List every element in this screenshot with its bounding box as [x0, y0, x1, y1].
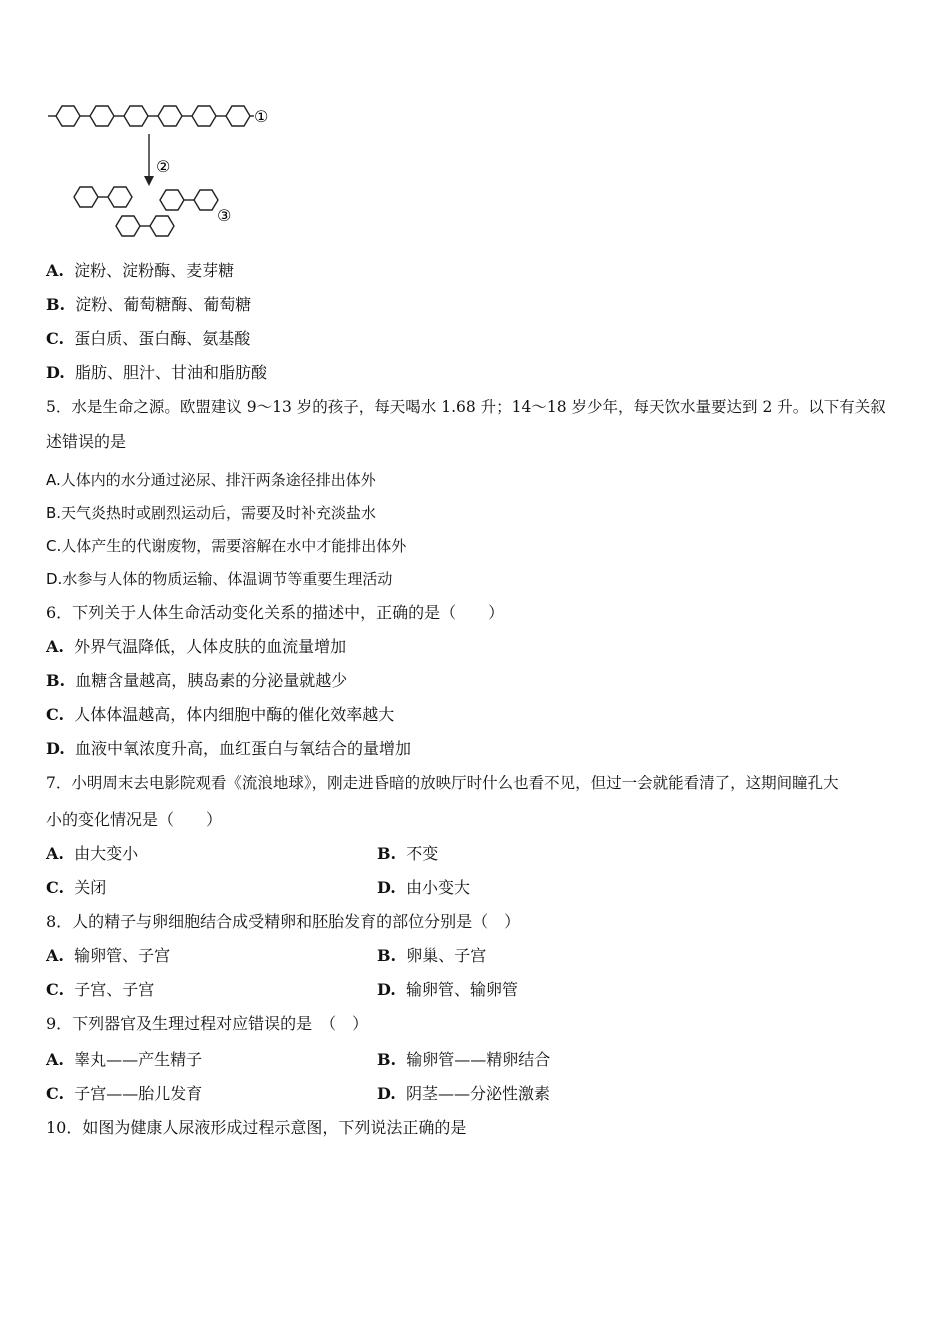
option-text: 阴茎——分泌性激素 [406, 1084, 551, 1103]
option-text: 淀粉、葡萄糖酶、葡萄糖 [75, 295, 252, 314]
q6-option-d [46, 739, 411, 759]
option-letter: A. [46, 637, 64, 656]
q9-option-d [377, 1084, 550, 1104]
option-text: 脂肪、胆汁、甘油和脂肪酸 [75, 363, 268, 382]
option-text: 血糖含量越高，胰岛素的分泌量就越少 [75, 671, 348, 690]
option-text: 外界气温降低，人体皮肤的血流量增加 [74, 637, 347, 656]
option-text: 关闭 [74, 878, 107, 897]
q8-option-d [377, 980, 518, 1000]
option-text: 子宫——胎儿发育 [74, 1084, 203, 1103]
option-letter: D. [377, 878, 396, 897]
option-letter: B. [377, 946, 397, 965]
option-text: 输卵管——精卵结合 [406, 1050, 551, 1069]
q9-option-a [46, 1050, 202, 1070]
q5-option-b: B.天气炎热时或剧烈运动后，需要及时补充淡盐水 [46, 504, 377, 522]
label-1: ① [254, 107, 269, 126]
q10-stem: 10．如图为健康人尿液形成过程示意图，下列说法正确的是 [46, 1118, 467, 1137]
option-text: 子宫、子宫 [74, 980, 155, 999]
q9-option-b [377, 1050, 550, 1070]
q7-option-c [46, 878, 106, 898]
q8-option-a [46, 946, 170, 966]
option-letter: C. [46, 705, 65, 724]
starch-hydrolysis-diagram [44, 96, 284, 246]
option-letter: A. [46, 1050, 64, 1069]
q4-option-a [46, 261, 234, 281]
q5-option-c: C.人体产生的代谢废物，需要溶解在水中才能排出体外 [46, 537, 407, 555]
option-letter: B. [377, 1050, 397, 1069]
q4-option-d [46, 363, 267, 383]
option-text: 由小变大 [406, 878, 471, 897]
option-text: 卵巢、子宫 [406, 946, 487, 965]
option-letter: C. [46, 1084, 65, 1103]
q7-option-d [377, 878, 470, 898]
q8-option-c [46, 980, 154, 1000]
q4-option-c [46, 329, 250, 349]
option-text: 蛋白质、蛋白酶、氨基酸 [74, 329, 251, 348]
option-letter: C. [46, 329, 65, 348]
label-3: ③ [217, 206, 232, 225]
option-text: 由大变小 [74, 844, 139, 863]
option-text: 血液中氧浓度升高，血红蛋白与氧结合的量增加 [75, 739, 412, 758]
option-letter: D. [46, 739, 65, 758]
q7-stem-line2: 小的变化情况是（ ） [46, 810, 223, 829]
label-2: ② [156, 157, 171, 176]
option-letter: C. [46, 980, 65, 999]
q7-stem-line1: 7．小明周末去电影院观看《流浪地球》，刚走进昏暗的放映厅时什么也看不见，但过一会就能看清了，这期间瞳孔大 [46, 774, 839, 792]
option-text: 睾丸——产生精子 [74, 1050, 203, 1069]
option-text: 输卵管、输卵管 [406, 980, 519, 999]
option-text: 淀粉、淀粉酶、麦芽糖 [74, 261, 235, 280]
polymer-chain [48, 106, 254, 126]
q5-option-a: A.人体内的水分通过泌尿、排汗两条途径排出体外 [46, 471, 376, 489]
q5-stem-line1: 5．水是生命之源。欧盟建议 9～13 岁的孩子，每天喝水 1.68 升；14～18 岁少年，每天饮水量要达到 2 升。以下有关叙 [46, 398, 886, 416]
option-letter: D. [46, 363, 65, 382]
q9-option-c [46, 1084, 202, 1104]
option-letter: D. [377, 980, 396, 999]
option-letter: B. [46, 295, 66, 314]
option-letter: A. [46, 261, 64, 280]
q6-option-a [46, 637, 346, 657]
q7-option-b [377, 844, 438, 864]
arrow-down-icon [144, 134, 154, 186]
q6-option-c [46, 705, 394, 725]
q6-stem: 6．下列关于人体生命活动变化关系的描述中，正确的是（ ） [46, 603, 505, 622]
option-letter: C. [46, 878, 65, 897]
q6-option-b [46, 671, 347, 691]
q8-stem: 8．人的精子与卵细胞结合成受精卵和胚胎发育的部位分别是（ ） [46, 912, 521, 931]
q8-option-b [377, 946, 486, 966]
q4-option-b [46, 295, 251, 315]
option-text: 输卵管、子宫 [74, 946, 171, 965]
option-text: 人体体温越高，体内细胞中酶的催化效率越大 [74, 705, 395, 724]
q9-stem: 9．下列器官及生理过程对应错误的是 （ ） [46, 1014, 369, 1033]
option-text: 不变 [406, 844, 439, 863]
disaccharide-fragments [74, 187, 218, 236]
q5-stem-line2: 述错误的是 [46, 432, 127, 451]
q5-option-d: D.水参与人体的物质运输、体温调节等重要生理活动 [46, 570, 393, 588]
option-letter: A. [46, 946, 64, 965]
option-letter: B. [46, 671, 66, 690]
option-letter: A. [46, 844, 64, 863]
option-letter: B. [377, 844, 397, 863]
q7-option-a [46, 844, 138, 864]
option-letter: D. [377, 1084, 396, 1103]
